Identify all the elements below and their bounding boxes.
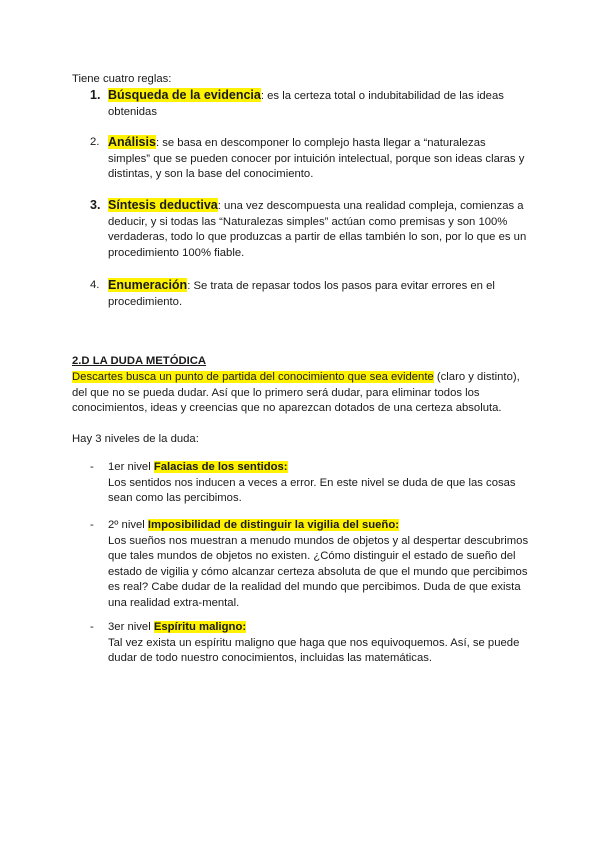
level-prefix: 1er nivel bbox=[108, 461, 154, 473]
levels-intro: Hay 3 niveles de la duda: bbox=[72, 433, 199, 445]
rules-intro: Tiene cuatro reglas: bbox=[72, 73, 172, 85]
level-item-2 bbox=[90, 518, 530, 611]
list-dash: - bbox=[90, 519, 94, 531]
level-text: Los sentidos nos inducen a veces a error. En este nivel se duda de que las cosas sean como las percibimos. bbox=[108, 476, 516, 504]
highlighted-text: Descartes busca un punto de partida del conocimiento que sea evidente bbox=[72, 371, 434, 383]
section-paragraph bbox=[72, 370, 532, 417]
level-name: Falacias de los sentidos: bbox=[153, 461, 288, 473]
rule-term: Análisis bbox=[108, 135, 156, 149]
rule-text: : se basa en descomponer lo complejo hasta llegar a “naturalezas simples” que se pueden conocer por intuición intelectual, porque son ideas claras y distintas, y son la base del conocimiento. bbox=[108, 137, 525, 180]
rule-2 bbox=[90, 135, 530, 183]
rule-text: : es la certeza total o indubitabilidad de las ideas obtenidas bbox=[108, 90, 504, 118]
level-text: Tal vez exista un espíritu maligno que haga que nos equivoquemos. Así, se puede dudar de todo nuestro conocimientos, incluidas las matemáticas. bbox=[108, 636, 520, 664]
rule-text: : una vez descompuesta una realidad compleja, comienzas a deducir, y si todas las “Naturalezas simples” actúan como premisas y son 100% verdaderas, todo lo que produzcas a partir de ellas también lo son, por lo que es un procedimiento 100% fiable. bbox=[108, 200, 527, 259]
level-prefix: 2º nivel bbox=[108, 519, 148, 531]
list-dash: - bbox=[90, 621, 94, 633]
level-item-1 bbox=[90, 460, 530, 507]
rule-number: 3. bbox=[90, 198, 101, 212]
section-title: 2.D LA DUDA METÓDICA bbox=[72, 355, 207, 367]
rule-term: Búsqueda de la evidencia bbox=[108, 88, 261, 102]
paragraph-text: (claro y distinto), del que no se pueda dudar. Así que lo primero será dudar, para eliminar todos los conocimientos, ideas y creencias que no aparezcan dotados de una certeza absoluta. bbox=[72, 371, 520, 414]
level-item-3 bbox=[90, 620, 530, 667]
list-dash: - bbox=[90, 461, 94, 473]
level-name: Espíritu maligno: bbox=[153, 621, 247, 633]
rule-number: 4. bbox=[90, 279, 100, 291]
rule-number: 2. bbox=[90, 136, 100, 148]
level-prefix: 3er nivel bbox=[108, 621, 154, 633]
rule-1 bbox=[90, 88, 530, 120]
rule-3 bbox=[90, 198, 530, 261]
rule-term: Síntesis deductiva bbox=[108, 198, 218, 212]
level-text: Los sueños nos muestran a menudo mundos de objetos y al despertar descubrimos que tales mundos de objetos no existen. ¿Cómo distinguir el estado de sueño del estado de vigilia y cómo alcanzar certeza absoluta de que el mundo que percibimos es real? Cabe dudar de la realidad del mundo que percibimos. Duda de que exista una realidad extra-mental. bbox=[108, 534, 529, 609]
rule-number: 1. bbox=[90, 88, 101, 102]
rule-term: Enumeración bbox=[108, 278, 188, 292]
rule-4 bbox=[90, 278, 530, 310]
rule-text: : Se trata de repasar todos los pasos para evitar errores en el procedimiento. bbox=[108, 280, 495, 308]
level-name: Imposibilidad de distinguir la vigilia del sueño: bbox=[147, 519, 399, 531]
